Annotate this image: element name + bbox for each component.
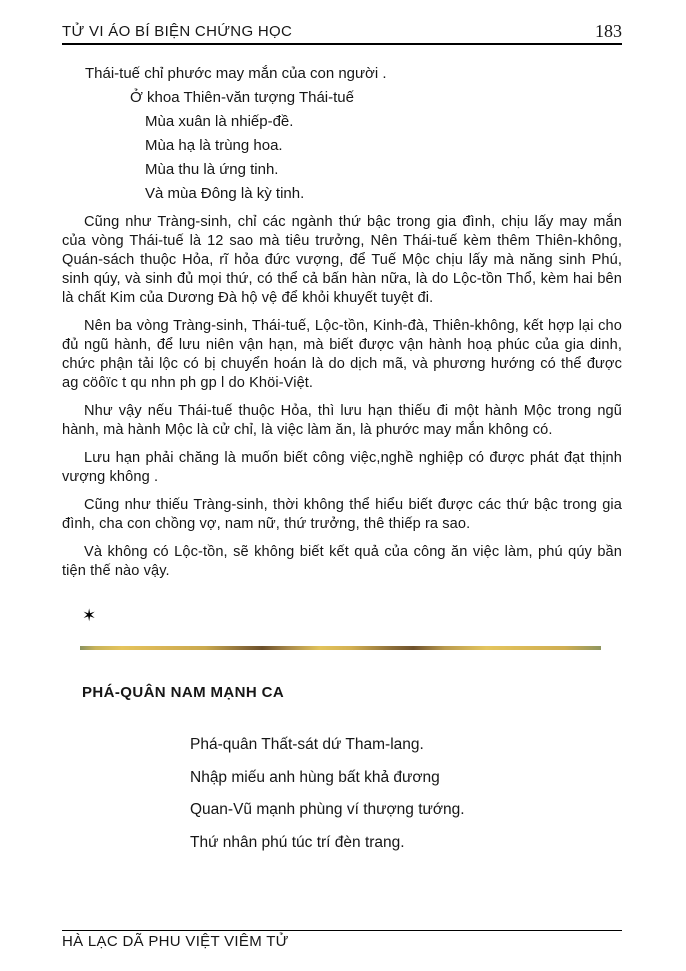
verse-line: Thứ nhân phú túc trí đèn trang. (190, 833, 405, 851)
page-number: 183 (595, 21, 622, 41)
verse-block (190, 729, 622, 859)
paragraph: Cũng như Tràng-sinh, chỉ các ngành thứ bậc trong gia đình, chịu lấy may mắn của vòng Thái-tuế là 12 sao mà tiêu trưởng, Nên Thái-tuế kèm thêm Thiên-không, Quán-sách thuộc Hỏa, rĩ hỏa đức vượng, để Tuế Mộc chịu lấy mà năng sinh Phú, sinh qúy, và sinh đủ mọi thứ, có thể cả bấn hàn nữa, là do Lộc-tồn Thổ, kèm hai bên là chất Kim của Dương Đà hộ vệ để khỏi khuyết tuyệt đi. (62, 214, 622, 306)
verse-line: Nhập miếu anh hùng bất khả đương (190, 768, 440, 786)
section-heading: PHÁ-QUÂN NAM MẠNH CA (82, 684, 285, 701)
paragraph: Nên ba vòng Tràng-sinh, Thái-tuế, Lộc-tồn, Kinh-đà, Thiên-không, kết hợp lại cho đủ ngũ hành, để lưu niên vận hạn, mà biết được vận hành hoạ phúc của gia dinh, chức phận tải lộc có bị chuyển hoán là do dịch mã, và phương hướng có thể được ag cöôïc t qu nhn ph gp l do Khöi-Việt. (62, 318, 622, 391)
intro-line: Thái-tuế chỉ phước may mắn của con người . (85, 65, 387, 82)
page-header (62, 22, 622, 45)
intro-line: Ở khoa Thiên-văn tượng Thái-tuế (130, 89, 354, 106)
paragraph: Lưu hạn phải chăng là muốn biết công việc,nghề nghiệp có được phát đạt thịnh vượng không . (62, 450, 622, 485)
page-footer (62, 930, 622, 951)
intro-line: Mùa xuân là nhiếp-đề. (145, 113, 294, 130)
verse-line: Quan-Vũ mạnh phùng ví thượng tướng. (190, 801, 465, 818)
gold-divider (80, 646, 601, 650)
intro-line: Mùa thu là ứng tinh. (145, 161, 279, 178)
asterisk-separator-icon: ✶ (82, 606, 97, 625)
paragraph: Và không có Lộc-tồn, sẽ không biết kết quả của công ăn việc làm, phú qúy bần tiện thế nào vậy. (62, 544, 622, 579)
paragraph: Cũng như thiếu Tràng-sinh, thời không thể hiểu biết được các thứ bậc trong gia đình, cha con chồng vợ, nam nữ, thứ trưởng, thê thiếp ra sao. (62, 497, 622, 532)
verse-line: Phá-quân Thất-sát dứ Tham-lang. (190, 736, 424, 753)
running-title: TỬ VI ÁO BÍ BIỆN CHỨNG HỌC (62, 23, 293, 40)
intro-line: Và mùa Đông là kỳ tinh. (145, 185, 305, 202)
body-text (62, 213, 622, 581)
paragraph: Như vậy nếu Thái-tuế thuộc Hỏa, thì lưu hạn thiếu đi một hành Mộc trong ngũ hành, mà hành Mộc là cử chỉ, là việc làm ăn, là phước may mắn không có. (62, 403, 622, 438)
intro-block (62, 62, 622, 206)
intro-line: Mùa hạ là trùng hoa. (145, 137, 283, 154)
footer-author: HÀ LẠC DÃ PHU VIỆT VIÊM TỬ (62, 933, 289, 950)
